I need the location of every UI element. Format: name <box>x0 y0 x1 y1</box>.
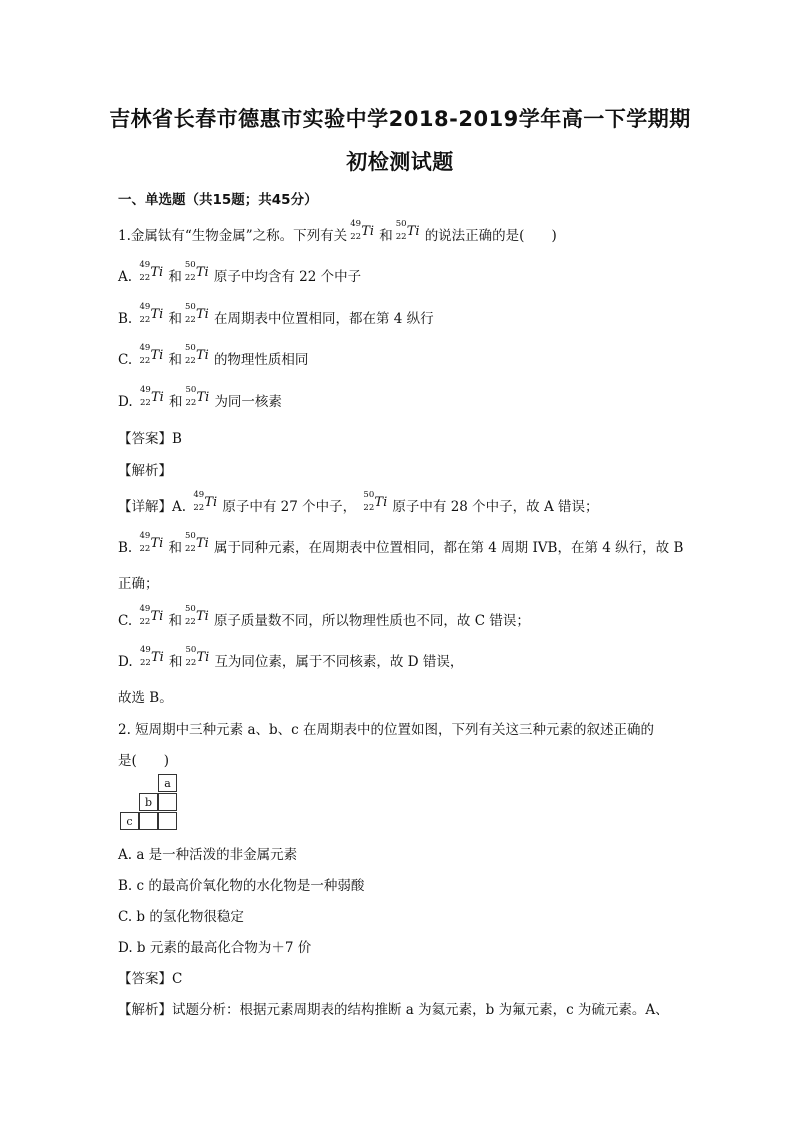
ti50-isotope: 50 22 Ti <box>363 490 388 513</box>
grid-cell-c: c <box>120 812 139 830</box>
q1-detail-a: 【详解】A. 49 22 Ti 原子中有 27 个中子， 50 22 Ti 原子中有 28 个中子，故 A 错误； <box>118 490 599 515</box>
q1-option-a: A. 49 22 Ti 和 50 22 Ti 原子中均含有 22 个中子 <box>118 260 362 285</box>
q1-detail-c: C. 49 22 Ti 和 50 22 Ti 原子质量数不同，所以物理性质也不同，故 C 错误； <box>118 604 530 629</box>
q2-option-a: A. a 是一种活泼的非金属元素 <box>118 847 298 863</box>
document-title-line1: 吉林省长春市德惠市实验中学2018-2019学年高一下学期期 <box>109 107 691 131</box>
q2-stem-line1: 2. 短周期中三种元素 a、b、c 在周期表中的位置如图，下列有关这三种元素的叙述正确的 <box>118 722 655 738</box>
q2-analysis: 【解析】试题分析：根据元素周期表的结构推断 a 为氦元素，b 为氟元素，c 为硫元素。A、 <box>118 1002 669 1018</box>
ti49-isotope: 49 22 Ti <box>139 385 164 408</box>
ti50-isotope: 50 22 Ti <box>184 604 209 627</box>
q1-detail-d: D. 49 22 Ti 和 50 22 Ti 互为同位素，属于不同核素，故 D 错误， <box>118 645 464 670</box>
ti49-isotope: 49 22 Ti <box>139 645 164 668</box>
ti49-isotope: 49 22 Ti <box>193 490 218 513</box>
grid-cell-empty <box>139 812 158 830</box>
ti49-isotope: 49 22 Ti <box>139 343 164 366</box>
q1-stem: 1.金属钛有“生物金属”之称。下列有关 49 22 Ti 和 50 22 Ti 的说法正确的是( ) <box>118 219 557 244</box>
q1-analysis-label: 【解析】 <box>118 463 172 479</box>
q1-detail-b-cont: 正确； <box>118 576 159 592</box>
ti50-isotope: 50 22 Ti <box>185 645 210 668</box>
grid-cell-empty <box>158 793 177 811</box>
ti50-isotope: 50 22 Ti <box>185 531 209 554</box>
q1-option-b: B. 49 22 Ti 和 50 22 Ti 在周期表中位置相同，都在第 4 纵行 <box>118 302 434 327</box>
q1-option-c: C. 49 22 Ti 和 50 22 Ti 的物理性质相同 <box>118 343 309 368</box>
ti50-isotope: 50 22 Ti <box>185 302 209 325</box>
document-title-line2: 初检测试题 <box>346 150 454 174</box>
grid-cell-b: b <box>139 793 158 811</box>
ti49-isotope: 49 22 Ti <box>139 260 164 283</box>
grid-cell-empty <box>158 812 177 830</box>
q2-stem-line2: 是( ) <box>118 753 170 769</box>
ti49-isotope: 49 22 Ti <box>139 531 164 554</box>
q2-option-c: C. b 的氢化物很稳定 <box>118 909 244 925</box>
ti49-isotope: 49 22 Ti <box>350 219 375 242</box>
q2-answer: 【答案】C <box>118 971 183 987</box>
grid-cell-a: a <box>158 774 177 792</box>
q2-option-b: B. c 的最高价氧化物的水化物是一种弱酸 <box>118 878 365 894</box>
section-heading: 一、单选题（共15题；共45分） <box>118 192 318 208</box>
q1-conclusion: 故选 B。 <box>118 690 173 706</box>
ti50-isotope: 50 22 Ti <box>184 260 209 283</box>
q2-option-d: D. b 元素的最高化合物为＋7 价 <box>118 940 312 956</box>
ti49-isotope: 49 22 Ti <box>139 302 164 325</box>
ti49-isotope: 49 22 Ti <box>139 604 164 627</box>
ti50-isotope: 50 22 Ti <box>184 343 209 366</box>
q1-answer: 【答案】B <box>118 431 182 447</box>
periodic-table-fragment <box>118 774 178 831</box>
ti50-isotope: 50 22 Ti <box>185 385 210 408</box>
ti50-isotope: 50 22 Ti <box>395 219 420 242</box>
q1-detail-b: B. 49 22 Ti 和 50 22 Ti 属于同种元素，在周期表中位置相同，都在第 4 周期 IVB，在第 4 纵行，故 B <box>118 531 684 556</box>
q1-option-d: D. 49 22 Ti 和 50 22 Ti 为同一核素 <box>118 385 282 410</box>
